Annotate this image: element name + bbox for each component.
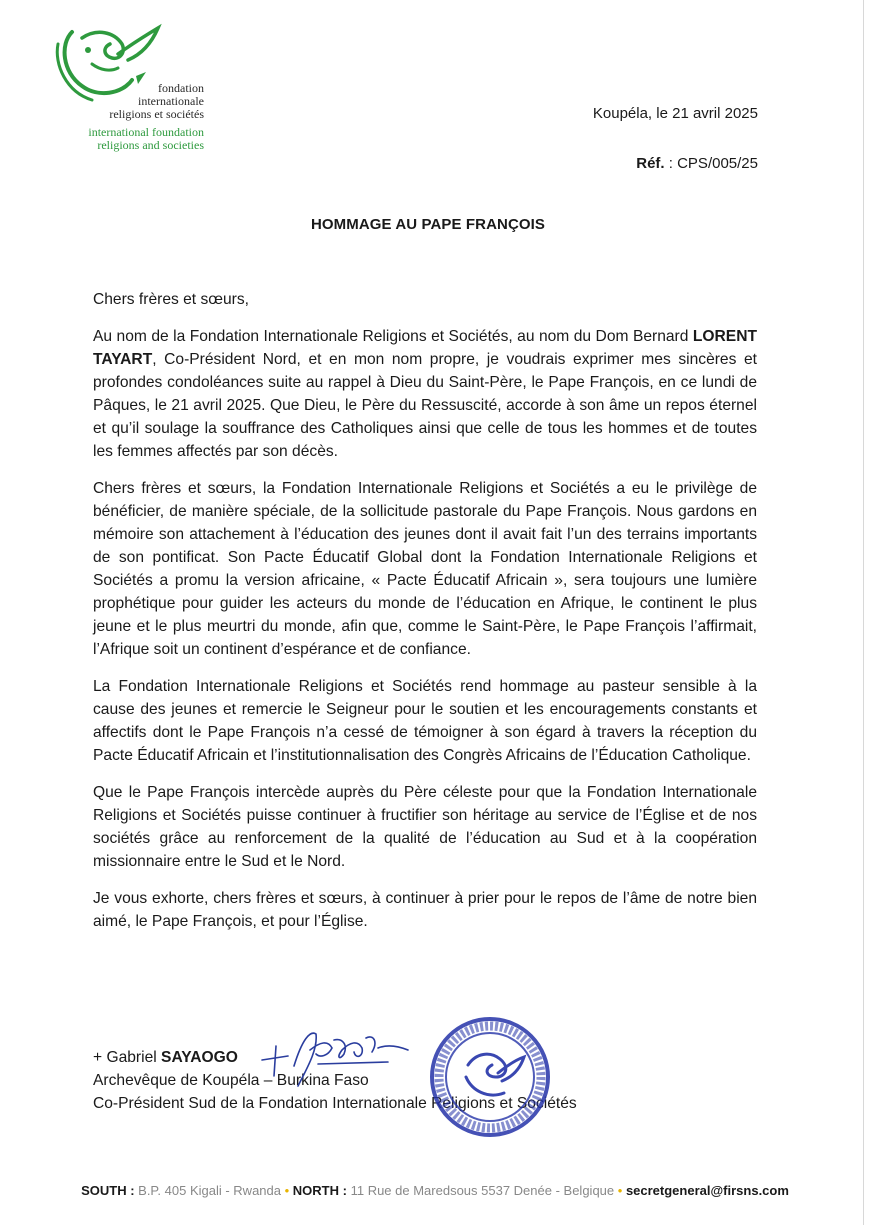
signatory-name: + Gabriel SAYAOGO [93,1049,238,1066]
letterhead-footer: SOUTH : B.P. 405 Kigali - Rwanda • NORTH : 11 Rue de Maredsous 5537 Denée - Belgique • secretgeneral@firsns.com [81,1183,789,1198]
salutation: Chers frères et sœurs, [93,291,249,308]
foundation-logo [52,14,222,154]
signatory-role-2: Co-Président Sud de la Fondation Internationale Religions et Sociétés [93,1095,577,1112]
paragraph-1: Au nom de la Fondation Internationale Religions et Sociétés, au nom du Dom Bernard LORENT TAYART, Co-Président Nord, et en mon nom propre, je voudrais exprimer mes sincères et profondes condoléances suite au rappel à Dieu du Saint-Père, le Pape François, en ce lundi de Pâques, le 21 avril 2025. Que Dieu, le Père du Ressuscité, accorde à son âme un repos éternel et qu’il soulage la souffrance des Catholiques ainsi que celle de tous les hommes et de toutes les femmes affectés par son décès. [93,328,757,460]
footer-email[interactable]: secretgeneral@firsns.com [625,1183,789,1198]
letter-body [93,288,757,947]
official-stamp [428,1015,553,1140]
signatory-role-1: Archevêque de Koupéla – Burkina Faso [93,1072,369,1089]
paragraph-2: Chers frères et sœurs, la Fondation Internationale Religions et Sociétés a eu le privilège de bénéficier, de manière spéciale, de la sollicitude pastorale du Pape François. Nous gardons en mémoire son attachement à l’éducation des jeunes dont il avait fait l’un des terrains importants de son pontificat. Son Pacte Éducatif Global dont la Fondation Internationale Religions et Sociétés a promu la version africaine, « Pacte Éducatif Africain », sera toujours une lumière prophétique pour guider les acteurs du monde de l’éducation en Afrique, le continent le plus jeune et le plus meurtri du monde, afin que, comme le Saint-Père, le Pape François l’affirmait, l’Afrique soit un continent d’espérance et de confiance. [93,480,757,658]
page-edge [863,0,864,1225]
letter-date: Koupéla, le 21 avril 2025 [592,105,758,122]
paragraph-5: Je vous exhorte, chers frères et sœurs, à continuer à prier pour le repos de l’âme de notre bien aimé, le Pape François, et pour l’Église. [93,890,757,930]
paragraph-4: Que le Pape François intercède auprès du Père céleste pour que la Fondation Internationale Religions et Sociétés puisse continuer à fructifier son héritage au service de l’Église et de nos sociétés grâce au renforcement de la qualité de l’éducation au Sud et à la coopération missionnaire entre le Sud et le Nord. [93,784,757,870]
letter-title: HOMMAGE AU PAPE FRANÇOIS [310,216,546,233]
handwritten-signature [258,1020,418,1090]
logo-text-en: international foundation religions and societies [88,125,204,152]
letter-reference: Réf. : CPS/005/25 [636,155,758,172]
paragraph-3: La Fondation Internationale Religions et Sociétés rend hommage au pasteur sensible à la cause des jeunes et remercie le Seigneur pour le soutien et les encouragements constants et affectifs dont le Pape François n’a cessé de témoigner à son égard à travers la réception du Pacte Éducatif Africain et l’institutionnalisation des Congrès Africains de l’Éducation Catholique. [93,678,757,764]
logo-text-fr: fondation internationale religions et sociétés [109,81,204,121]
